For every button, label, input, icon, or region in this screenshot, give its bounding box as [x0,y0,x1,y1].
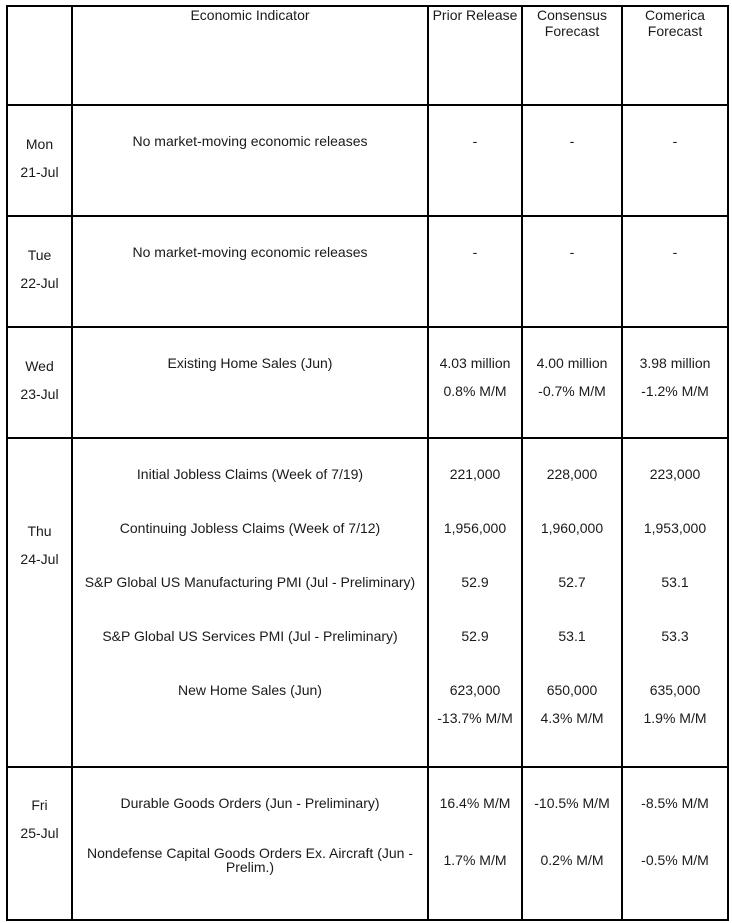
prior-cell [428,105,522,216]
consensus-cell [522,438,622,767]
comerica-change: -1.2% M/M [641,383,709,399]
header-consensus [522,6,622,105]
prior-value: 1.7% M/M [443,852,507,868]
day-label: Tue 22-Jul [20,247,59,291]
indicator-name: No market-moving economic releases [132,244,368,260]
comerica-value: -8.5% M/M [641,795,709,811]
consensus-cell [522,105,622,216]
prior-value: 221,000 [449,466,501,482]
prior-value: 4.03 million [439,355,511,371]
consensus-value: 53.1 [558,628,586,644]
indicator-cell [72,216,428,327]
indicator-name: Existing Home Sales (Jun) [167,355,333,371]
header-row [7,6,728,105]
comerica-value: - [672,244,678,260]
prior-cell [428,767,522,920]
consensus-value: 52.7 [558,574,586,590]
consensus-value: - [569,133,575,149]
prior-cell [428,438,522,767]
prior-change: 0.8% M/M [443,383,507,399]
date-cell [7,767,72,920]
comerica-value: 223,000 [649,466,701,482]
indicator-name: Durable Goods Orders (Jun - Preliminary) [120,795,380,811]
indicator-name: New Home Sales (Jun) [178,682,322,698]
comerica-cell [622,105,728,216]
header-prior [428,6,522,105]
indicator-cell [72,438,428,767]
header-comerica-line1: Comerica [645,7,705,23]
indicator-name: S&P Global US Manufacturing PMI (Jul - Preliminary) [84,574,416,590]
indicator-cell [72,105,428,216]
indicator-name: Nondefense Capital Goods Orders Ex. Aircraft (Jun - Prelim.) [86,845,414,875]
consensus-change: -0.7% M/M [538,383,606,399]
header-comerica [622,6,728,105]
prior-value: 52.9 [461,574,489,590]
comerica-value: 635,000 [649,682,701,698]
header-consensus-line1: Consensus [536,7,608,23]
indicator-cell [72,327,428,438]
prior-value: - [472,244,478,260]
header-indicator-label: Economic Indicator [190,7,310,23]
comerica-cell [622,327,728,438]
consensus-value: 228,000 [546,466,598,482]
prior-value: - [472,133,478,149]
header-prior-label: Prior Release [432,7,518,23]
indicator-cell [72,767,428,920]
comerica-cell [622,216,728,327]
consensus-change: 4.3% M/M [540,710,604,726]
day-label: Wed 23-Jul [20,358,59,402]
header-comerica-line2: Forecast [647,23,703,39]
consensus-value: 650,000 [546,682,598,698]
table-row [7,438,728,767]
date-cell [7,438,72,767]
consensus-cell [522,216,622,327]
indicator-name: S&P Global US Services PMI (Jul - Preliminary) [102,628,398,644]
consensus-value: 4.00 million [536,355,608,371]
consensus-value: -10.5% M/M [534,795,610,811]
comerica-change: 1.9% M/M [643,710,707,726]
date-cell [7,216,72,327]
consensus-value: 1,960,000 [540,520,604,536]
date-cell [7,327,72,438]
header-indicator [72,6,428,105]
header-consensus-line2: Forecast [544,23,600,39]
indicator-name: Initial Jobless Claims (Week of 7/19) [136,466,364,482]
consensus-cell [522,327,622,438]
prior-value: 16.4% M/M [439,795,511,811]
comerica-value: -0.5% M/M [641,852,709,868]
comerica-value: 3.98 million [639,355,711,371]
table-row [7,767,728,920]
consensus-value: 0.2% M/M [540,852,604,868]
prior-cell [428,327,522,438]
table-row [7,216,728,327]
comerica-cell [622,438,728,767]
consensus-value: - [569,244,575,260]
day-label: Fri 25-Jul [20,797,59,841]
comerica-value: 53.3 [661,628,689,644]
prior-value: 623,000 [449,682,501,698]
day-label: Thu 24-Jul [20,523,59,567]
comerica-value: 53.1 [661,574,689,590]
consensus-cell [522,767,622,920]
prior-value: 52.9 [461,628,489,644]
table-row [7,327,728,438]
prior-value: 1,956,000 [443,520,507,536]
economic-calendar-table [6,5,729,921]
date-cell [7,105,72,216]
prior-change: -13.7% M/M [437,710,513,726]
comerica-value: 1,953,000 [643,520,707,536]
indicator-name: Continuing Jobless Claims (Week of 7/12) [119,520,381,536]
prior-cell [428,216,522,327]
day-label: Mon 21-Jul [20,136,59,180]
indicator-name: No market-moving economic releases [132,133,368,149]
comerica-value: - [672,133,678,149]
table-row [7,105,728,216]
header-date-cell [7,6,72,105]
comerica-cell [622,767,728,920]
